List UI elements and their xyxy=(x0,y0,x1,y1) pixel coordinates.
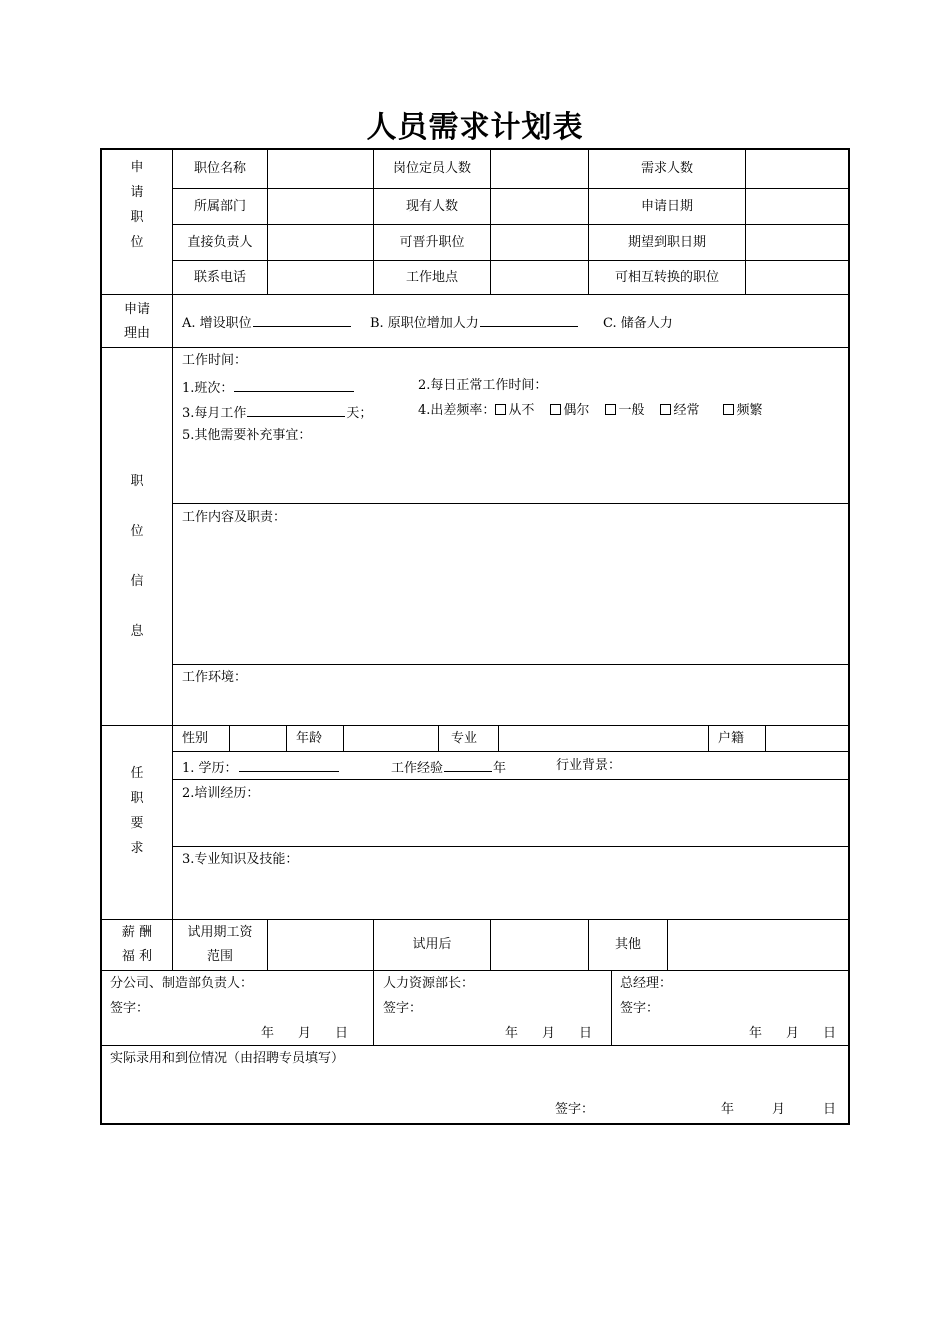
branch-sign-label: 签字： xyxy=(110,1001,150,1016)
section-label-apply-reason: 申请 理由 xyxy=(123,302,150,341)
hr-date: 年 月 日 xyxy=(505,1026,593,1041)
actual-sign-label: 签字： xyxy=(555,1102,595,1117)
education-line: 1. 学历： xyxy=(182,758,340,777)
label-age: 年龄 xyxy=(296,731,323,746)
section-label-requirements: 任 职 要 求 xyxy=(130,766,144,856)
branch-date: 年 月 日 xyxy=(261,1026,349,1041)
travel-frequency: 4.出差频率： 从不 偶尔 一般 经常 频繁 xyxy=(418,403,763,418)
divider xyxy=(267,150,268,294)
divider xyxy=(102,919,848,920)
branch-head-label: 分公司、制造部负责人： xyxy=(110,976,254,991)
label-work-location: 工作地点 xyxy=(405,270,458,285)
education-blank[interactable] xyxy=(239,758,339,772)
shift-line: 1.班次： xyxy=(182,378,355,397)
divider xyxy=(267,919,268,970)
divider xyxy=(667,919,668,970)
checkbox-never[interactable] xyxy=(495,404,506,415)
monthly-work-line: 3.每月工作 天； xyxy=(182,403,372,422)
checkbox-frequent[interactable] xyxy=(723,404,734,415)
checkbox-often[interactable] xyxy=(660,404,671,415)
hr-head-label: 人力资源部长： xyxy=(383,976,475,991)
reason-blank[interactable] xyxy=(480,313,578,327)
divider xyxy=(745,150,746,294)
divider xyxy=(490,919,491,970)
reason-new-position: A. 增设职位 xyxy=(182,316,252,331)
divider xyxy=(172,260,848,261)
divider xyxy=(102,347,848,348)
label-after-trial: 试用后 xyxy=(412,937,452,952)
label-apply-date: 申请日期 xyxy=(640,199,693,214)
label-direct-supervisor: 直接负责人 xyxy=(187,235,253,250)
section-label-salary: 薪 酬 福 利 xyxy=(121,925,153,964)
divider xyxy=(498,725,499,751)
checkbox-normal[interactable] xyxy=(605,404,616,415)
skills-label: 3.专业知识及技能： xyxy=(182,852,299,867)
work-time-heading: 工作时间： xyxy=(182,353,248,368)
divider xyxy=(611,970,612,1045)
reason-blank[interactable] xyxy=(253,313,351,327)
divider xyxy=(172,779,848,780)
label-demand-count: 需求人数 xyxy=(640,161,693,176)
form-table xyxy=(100,148,850,1125)
label-headcount-quota: 岗位定员人数 xyxy=(392,161,471,176)
hr-sign-label: 签字： xyxy=(383,1001,423,1016)
shift-blank[interactable] xyxy=(234,378,354,392)
divider xyxy=(438,725,439,751)
label-other: 其他 xyxy=(614,937,641,952)
duties-label: 工作内容及职责： xyxy=(182,510,287,525)
gm-sign-label: 签字： xyxy=(620,1001,660,1016)
experience-blank[interactable] xyxy=(444,758,492,772)
label-position-name: 职位名称 xyxy=(193,161,246,176)
divider xyxy=(172,224,848,225)
industry-label: 行业背景： xyxy=(556,758,622,773)
label-promotion-position: 可晋升职位 xyxy=(399,235,465,250)
divider xyxy=(765,725,766,751)
label-current-count: 现有人数 xyxy=(405,199,458,214)
divider xyxy=(286,725,287,751)
divider xyxy=(343,725,344,751)
divider xyxy=(102,970,848,971)
divider xyxy=(229,725,230,751)
divider xyxy=(102,294,848,295)
reason-reserve: C. 储备人力 xyxy=(603,316,673,331)
reason-increase-staff: B. 原职位增加人力 xyxy=(369,316,479,331)
section-label-position-info: 职 位 信 息 xyxy=(130,474,144,639)
label-department: 所属部门 xyxy=(193,199,246,214)
page-title: 人员需求计划表 xyxy=(366,110,584,145)
label-hukou: 户籍 xyxy=(718,731,745,746)
actual-date: 年 月 日 xyxy=(721,1102,837,1117)
divider xyxy=(373,970,374,1045)
gm-date: 年 月 日 xyxy=(749,1026,837,1041)
environment-label: 工作环境： xyxy=(182,670,248,685)
divider xyxy=(102,725,848,726)
divider xyxy=(172,503,848,504)
label-interchangeable-position: 可相互转换的职位 xyxy=(614,270,719,285)
daily-hours-label: 2.每日正常工作时间： xyxy=(418,378,548,393)
divider xyxy=(172,846,848,847)
label-expected-start-date: 期望到职日期 xyxy=(627,235,706,250)
monthly-blank[interactable] xyxy=(247,403,345,417)
divider xyxy=(708,725,709,751)
checkbox-occasional[interactable] xyxy=(550,404,561,415)
experience-line: 工作经验 年 xyxy=(391,758,506,777)
divider xyxy=(490,150,491,294)
divider xyxy=(172,751,848,752)
label-phone: 联系电话 xyxy=(193,270,246,285)
divider xyxy=(102,1045,848,1046)
other-matters-label: 5.其他需要补充事宜： xyxy=(182,428,312,443)
divider xyxy=(172,664,848,665)
training-label: 2.培训经历： xyxy=(182,786,260,801)
label-major: 专业 xyxy=(451,731,478,746)
label-trial-salary: 试用期工资 范围 xyxy=(187,925,253,964)
label-gender: 性别 xyxy=(182,731,209,746)
reason-options xyxy=(182,313,673,332)
section-label-apply-position: 申 请 职 位 xyxy=(130,160,144,250)
actual-hiring-label: 实际录用和到位情况（由招聘专员填写） xyxy=(110,1051,345,1066)
divider xyxy=(172,188,848,189)
gm-label: 总经理： xyxy=(620,976,673,991)
